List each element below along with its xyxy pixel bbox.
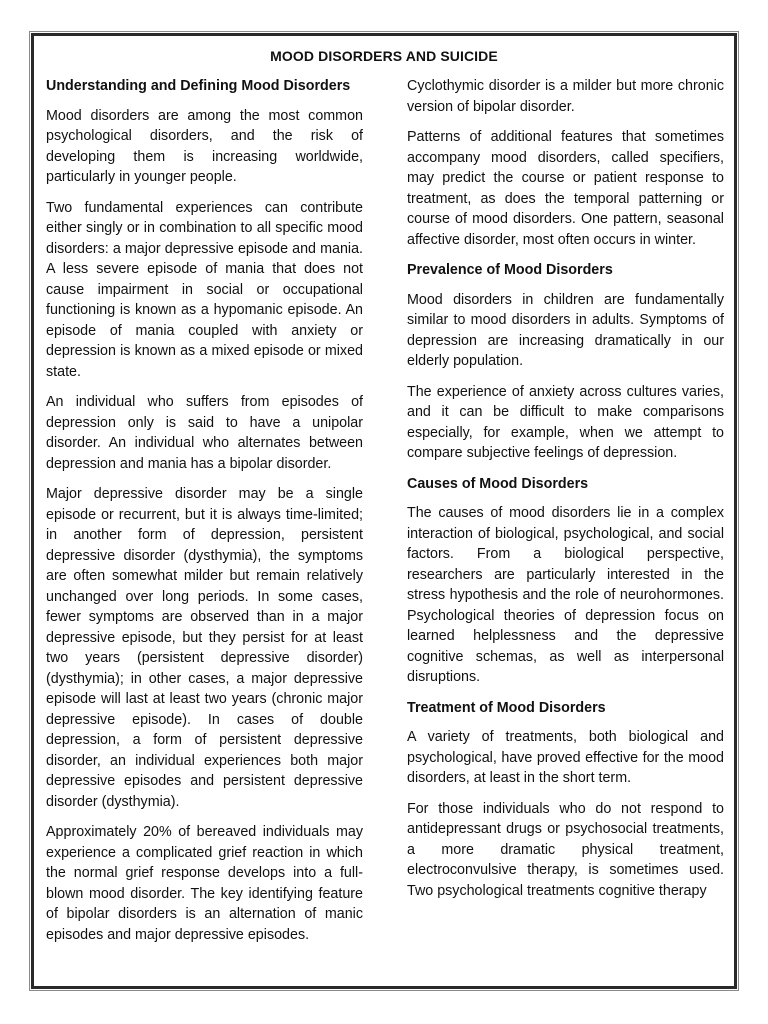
paragraph: Cyclothymic disorder is a milder but more chronic version of bipolar disorder. [407, 78, 724, 115]
paragraph: Two fundamental experiences can contribute either singly or in combination to all specific mood disorders: a major depressive episode and mania. A less severe episode of mania that does not cause impairment in social or occupational functioning is known as a hypomanic episode. An episode of mania coupled with anxiety or depression is known as a mixed episode or mixed state. [46, 199, 363, 380]
paragraph: Patterns of additional features that sometimes accompany mood disorders, called specifiers, may predict the course or patient response to treatment, as does the temporal patterning or course of mood disorders. One pattern, seasonal affective disorder, most often occurs in winter. [407, 129, 724, 248]
paragraph: Approximately 20% of bereaved individuals may experience a complicated grief reaction in which the normal grief response develops into a full-blown mood disorder. The key identifying feature of bipolar disorders is an alternation of manic episodes and major depressive episodes. [46, 824, 363, 943]
paragraph: A variety of treatments, both biological and psychological, have proved effective for the mood disorders, at least in the short term. [407, 729, 724, 786]
section-heading-prevalence: Prevalence of Mood Disorders [407, 262, 613, 278]
paragraph: For those individuals who do not respond to antidepressant drugs or psychosocial treatments, a more dramatic physical treatment, electroconvulsive therapy, is sometimes used. Two psychological treatments cognitive therapy [407, 800, 724, 899]
section-heading-treatment: Treatment of Mood Disorders [407, 699, 606, 716]
paragraph: Mood disorders are among the most common psychological disorders, and the risk of developing them is increasing worldwide, particularly in younger people. [46, 107, 363, 185]
paragraph: The experience of anxiety across cultures varies, and it can be difficult to make comparisons especially, for example, when we attempt to compare subjective feelings of depression. [407, 383, 724, 461]
section-heading-understanding: Understanding and Defining Mood Disorders [46, 78, 351, 94]
paragraph: An individual who suffers from episodes of depression only is said to have a unipolar disorder. An individual who alternates between depression and mania has a bipolar disorder. [46, 394, 363, 472]
right-column [407, 76, 724, 911]
paragraph: The causes of mood disorders lie in a complex interaction of biological, psychological, and social factors. From a biological perspective, researchers are particularly interested in the stress hypothesis and the role of neurohormones. Psychological theories of depression focus on learned helplessness and the depressive cognitive schemas, as well as interpersonal disruptions. [407, 505, 724, 685]
left-column [46, 76, 363, 955]
paragraph: Mood disorders in children are fundamentally similar to mood disorders in adults. Symptoms of depression are increasing dramatically in our elderly population. [407, 291, 724, 369]
document-frame [31, 33, 737, 989]
section-heading-causes: Causes of Mood Disorders [407, 475, 589, 492]
page-title: MOOD DISORDERS AND SUICIDE [270, 48, 498, 64]
paragraph: Major depressive disorder may be a single episode or recurrent, but it is always time-limited; in another form of depression, persistent depressive disorder (dysthymia), the symptoms are often somewhat milder but remain relatively unchanged over long periods. In some cases, fewer symptoms are observed than in a major depressive episode, but they persist for at least two years (persistent depressive disorder) (dysthymia); in other cases, a major depressive episode will last at least two years (chronic major depressive episode). In cases of double depression, a form of persistent depressive disorder, an individual experiences both major depressive episodes and persistent depressive disorder (dysthymia). [46, 486, 363, 810]
